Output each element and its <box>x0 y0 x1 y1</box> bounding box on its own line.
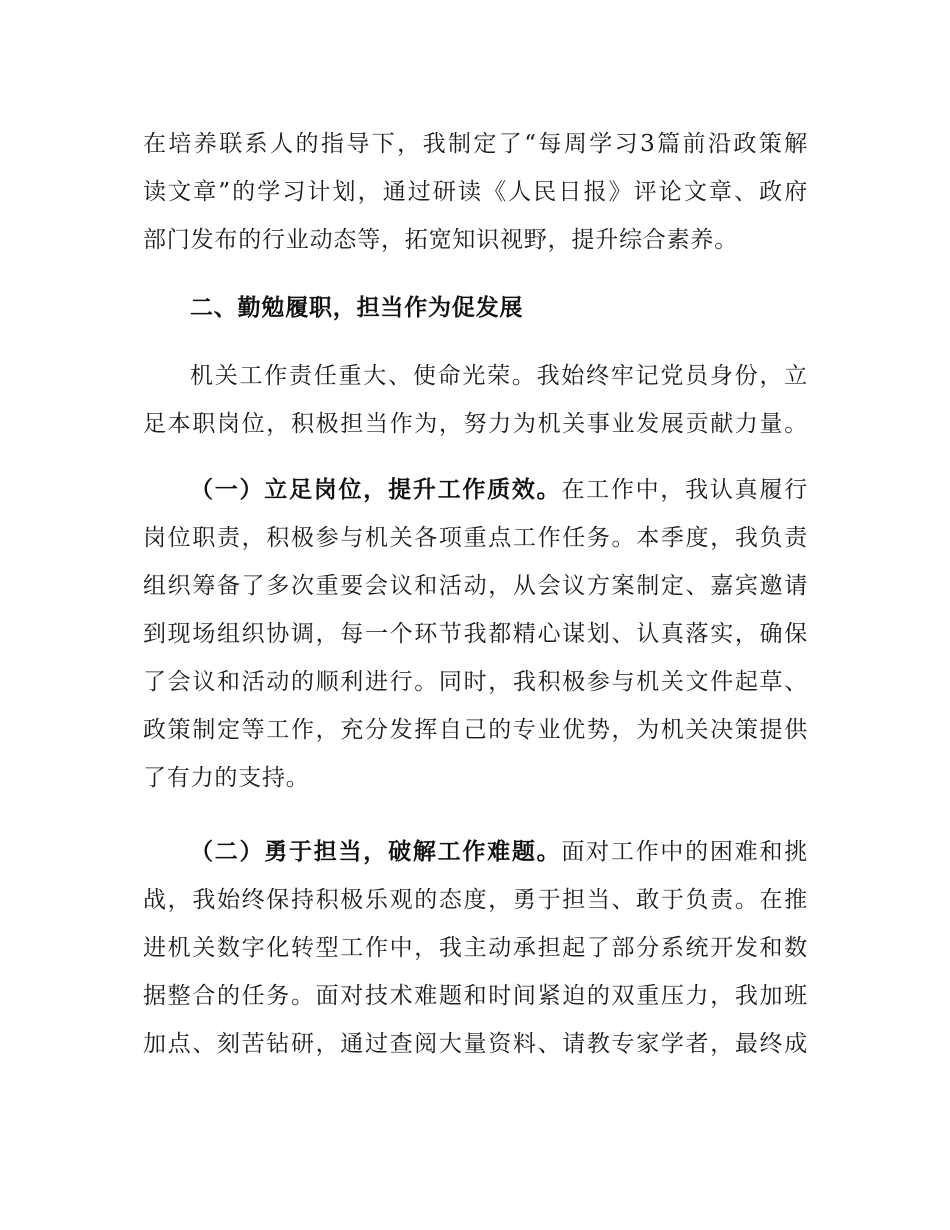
paragraph-4-line-4: 据整合的任务。面对技术难题和时间紧迫的双重压力，我加班 <box>143 983 808 1009</box>
paragraph-4-line-5: 加点、刻苦钻研，通过查阅大量资料、请教专家学者，最终成 <box>143 1031 808 1057</box>
paragraph-3-line-1 <box>190 474 808 506</box>
paragraph-4-line-3: 进机关数字化转型工作中，我主动承担起了部分系统开发和数 <box>143 935 808 961</box>
paragraph-3-line-1-rest: 在工作中，我认真履行 <box>561 477 808 503</box>
paragraph-3-line-7: 了有力的支持。 <box>143 765 310 791</box>
paragraph-4-line-2: 战，我始终保持积极乐观的态度，勇于担当、敢于负责。在推 <box>143 887 808 913</box>
paragraph-3-line-5: 了会议和活动的顺利进行。同时，我积极参与机关文件起草、 <box>143 669 808 695</box>
paragraph-2-line-2: 足本职岗位，积极担当作为，努力为机关事业发展贡献力量。 <box>143 411 808 437</box>
paragraph-3-line-4: 到现场组织协调，每一个环节我都精心谋划、认真落实，确保 <box>143 621 808 647</box>
paragraph-4-line-1 <box>190 836 808 868</box>
paragraph-1-line-2: 读文章”的学习计划，通过研读《人民日报》评论文章、政府 <box>143 179 808 205</box>
section-heading: 二、勤勉履职，担当作为促发展 <box>190 295 524 321</box>
paragraph-3-line-6: 政策制定等工作，充分发挥自己的专业优势，为机关决策提供 <box>143 717 808 743</box>
paragraph-1-line-1: 在培养联系人的指导下，我制定了“每周学习3篇前沿政策解 <box>143 131 808 157</box>
paragraph-4-line-1-rest: 面对工作中的困难和挑 <box>561 839 808 865</box>
paragraph-4-lead: （二）勇于担当，破解工作难题。 <box>190 839 562 865</box>
paragraph-2-line-1: 机关工作责任重大、使命光荣。我始终牢记党员身份，立 <box>190 363 808 389</box>
paragraph-3-lead: （一）立足岗位，提升工作质效。 <box>190 477 562 503</box>
paragraph-1-line-3: 部门发布的行业动态等，拓宽知识视野，提升综合素养。 <box>143 227 738 253</box>
paragraph-3-line-2: 岗位职责，积极参与机关各项重点工作任务。本季度，我负责 <box>143 525 808 551</box>
paragraph-3-line-3: 组织筹备了多次重要会议和活动，从会议方案制定、嘉宾邀请 <box>143 573 808 599</box>
